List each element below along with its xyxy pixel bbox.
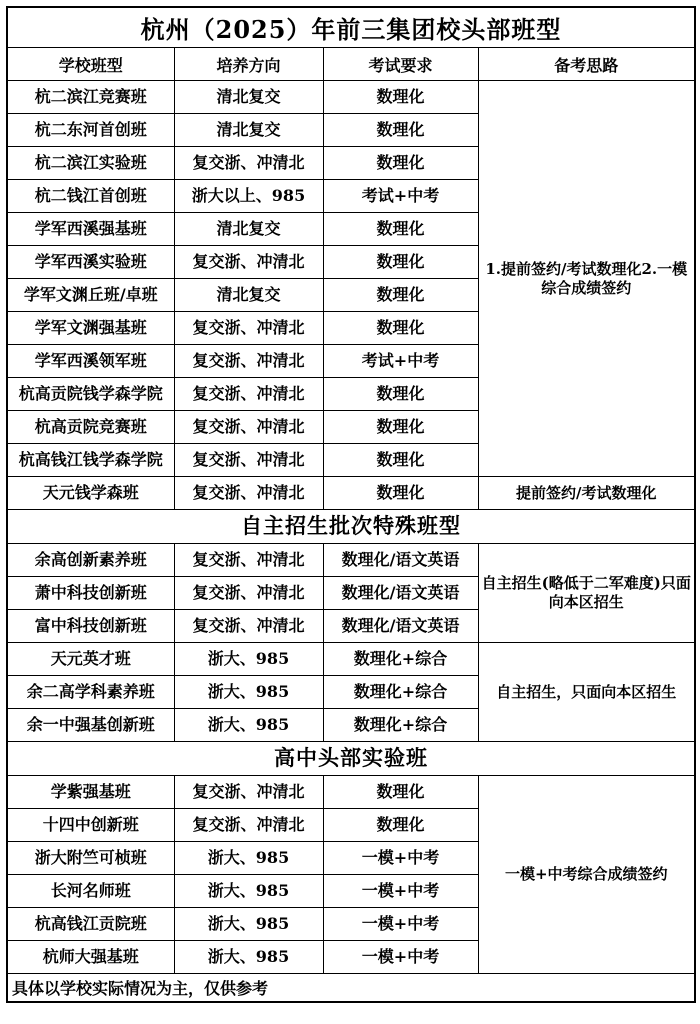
cell-direction: 浙大、985 <box>174 676 323 709</box>
cell-exam: 数理化 <box>323 776 478 809</box>
cell-direction: 复交浙、冲清北 <box>174 809 323 842</box>
cell-school: 杭二钱江首创班 <box>7 180 174 213</box>
cell-direction: 浙大、985 <box>174 643 323 676</box>
cell-exam: 考试+中考 <box>323 180 478 213</box>
cell-school: 长河名师班 <box>7 875 174 908</box>
cell-exam: 数理化 <box>323 114 478 147</box>
cell-exam: 一模+中考 <box>323 941 478 974</box>
cell-exam: 数理化 <box>323 147 478 180</box>
table-row <box>7 477 695 510</box>
cell-direction: 复交浙、冲清北 <box>174 477 323 510</box>
cell-direction: 复交浙、冲清北 <box>174 577 323 610</box>
cell-exam: 数理化/语文英语 <box>323 544 478 577</box>
column-header-strategy: 备考思路 <box>478 48 695 81</box>
cell-school: 学军文渊丘班/卓班 <box>7 279 174 312</box>
cell-direction: 清北复交 <box>174 213 323 246</box>
cell-direction: 复交浙、冲清北 <box>174 312 323 345</box>
cell-strategy: 提前签约/考试数理化 <box>478 477 695 510</box>
column-header-direction: 培养方向 <box>174 48 323 81</box>
cell-direction: 复交浙、冲清北 <box>174 411 323 444</box>
cell-exam: 数理化 <box>323 378 478 411</box>
footer-row <box>7 974 695 1003</box>
cell-school: 杭二滨江实验班 <box>7 147 174 180</box>
cell-exam: 数理化/语文英语 <box>323 577 478 610</box>
cell-school: 十四中创新班 <box>7 809 174 842</box>
section-header-row <box>7 510 695 544</box>
cell-direction: 浙大、985 <box>174 941 323 974</box>
cell-school: 杭高钱江钱学森学院 <box>7 444 174 477</box>
footer-note: 具体以学校实际情况为主，仅供参考 <box>7 974 695 1003</box>
cell-direction: 复交浙、冲清北 <box>174 345 323 378</box>
cell-direction: 清北复交 <box>174 81 323 114</box>
cell-direction: 浙大、985 <box>174 908 323 941</box>
section-header-row <box>7 742 695 776</box>
cell-exam: 一模+中考 <box>323 842 478 875</box>
cell-direction: 复交浙、冲清北 <box>174 544 323 577</box>
cell-school: 杭高贡院竞赛班 <box>7 411 174 444</box>
cell-direction: 浙大、985 <box>174 842 323 875</box>
cell-school: 余一中强基创新班 <box>7 709 174 742</box>
cell-exam: 一模+中考 <box>323 875 478 908</box>
cell-school: 富中科技创新班 <box>7 610 174 643</box>
cell-school: 天元钱学森班 <box>7 477 174 510</box>
cell-strategy: 一模+中考综合成绩签约 <box>478 776 695 974</box>
cell-exam: 数理化+综合 <box>323 643 478 676</box>
cell-school: 余高创新素养班 <box>7 544 174 577</box>
table-row <box>7 81 695 114</box>
cell-exam: 数理化+综合 <box>323 709 478 742</box>
cell-school: 杭二东河首创班 <box>7 114 174 147</box>
cell-direction: 复交浙、冲清北 <box>174 147 323 180</box>
cell-exam: 数理化 <box>323 477 478 510</box>
cell-school: 学紫强基班 <box>7 776 174 809</box>
column-header-school: 学校班型 <box>7 48 174 81</box>
table-row <box>7 544 695 577</box>
section-header: 自主招生批次特殊班型 <box>7 510 695 544</box>
cell-school: 浙大附竺可桢班 <box>7 842 174 875</box>
cell-direction: 清北复交 <box>174 279 323 312</box>
cell-school: 杭高钱江贡院班 <box>7 908 174 941</box>
cell-exam: 一模+中考 <box>323 908 478 941</box>
cell-exam: 数理化+综合 <box>323 676 478 709</box>
cell-exam: 数理化 <box>323 444 478 477</box>
column-header-exam: 考试要求 <box>323 48 478 81</box>
cell-school: 余二高学科素养班 <box>7 676 174 709</box>
column-header-row <box>7 48 695 81</box>
cell-school: 学军文渊强基班 <box>7 312 174 345</box>
table-row <box>7 776 695 809</box>
cell-direction: 浙大、985 <box>174 875 323 908</box>
table-title: 杭州（2025）年前三集团校头部班型 <box>7 7 695 48</box>
cell-school: 学军西溪强基班 <box>7 213 174 246</box>
cell-school: 学军西溪实验班 <box>7 246 174 279</box>
cell-school: 天元英才班 <box>7 643 174 676</box>
cell-exam: 数理化 <box>323 809 478 842</box>
cell-direction: 复交浙、冲清北 <box>174 610 323 643</box>
cell-school: 杭高贡院钱学森学院 <box>7 378 174 411</box>
cell-direction: 复交浙、冲清北 <box>174 444 323 477</box>
cell-school: 杭师大强基班 <box>7 941 174 974</box>
cell-school: 杭二滨江竞赛班 <box>7 81 174 114</box>
cell-exam: 数理化 <box>323 279 478 312</box>
cell-direction: 浙大、985 <box>174 709 323 742</box>
cell-exam: 数理化 <box>323 411 478 444</box>
cell-direction: 复交浙、冲清北 <box>174 776 323 809</box>
cell-exam: 数理化/语文英语 <box>323 610 478 643</box>
cell-school: 学军西溪领军班 <box>7 345 174 378</box>
cell-exam: 数理化 <box>323 81 478 114</box>
table-row <box>7 643 695 676</box>
cell-exam: 考试+中考 <box>323 345 478 378</box>
class-type-table <box>6 6 696 1003</box>
cell-direction: 复交浙、冲清北 <box>174 378 323 411</box>
cell-direction: 浙大以上、985 <box>174 180 323 213</box>
cell-strategy: 自主招生，只面向本区招生 <box>478 643 695 742</box>
cell-school: 萧中科技创新班 <box>7 577 174 610</box>
table-body <box>7 81 695 974</box>
section-header: 高中头部实验班 <box>7 742 695 776</box>
cell-exam: 数理化 <box>323 312 478 345</box>
cell-strategy: 自主招生(略低于二军难度)只面向本区招生 <box>478 544 695 643</box>
title-row <box>7 7 695 48</box>
cell-direction: 清北复交 <box>174 114 323 147</box>
cell-strategy: 1.提前签约/考试数理化2.一模综合成绩签约 <box>478 81 695 477</box>
cell-exam: 数理化 <box>323 246 478 279</box>
cell-direction: 复交浙、冲清北 <box>174 246 323 279</box>
cell-exam: 数理化 <box>323 213 478 246</box>
